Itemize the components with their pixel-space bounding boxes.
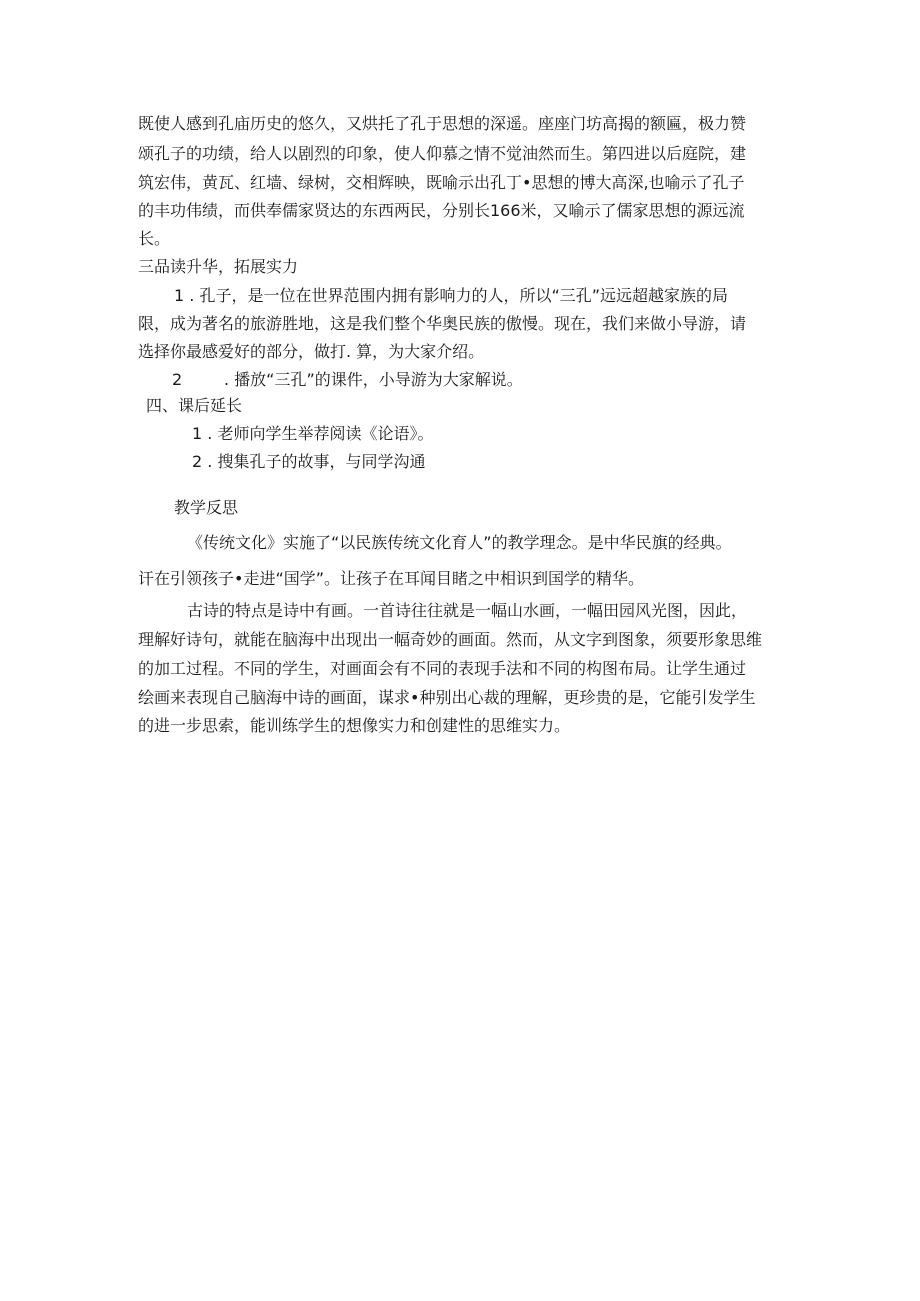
paragraph-line: 长。: [138, 229, 171, 248]
reflection-title: 教学反思: [174, 498, 239, 517]
paragraph-line: 讦在引领孩子•走进“国学”。让孩子在耳闻目睹之中相识到国学的精华。: [138, 569, 645, 588]
paragraph-line: 绘画来表现自己脑海中诗的画面，谋求•种别出心裁的理解，更珍贵的是，它能引发学生: [138, 688, 756, 707]
section-heading-4: 四、课后延长: [146, 396, 243, 415]
paragraph-line: 《传统文化》实施了“以民族传统文化育人”的教学理念。是中华民旗的经典。: [187, 533, 732, 552]
list-item-number: 2: [172, 370, 183, 389]
section-heading-3: 三品读升华，拓展实力: [138, 257, 299, 276]
paragraph-line: 的加工过程。不同的学生，对画面会有不同的表现手法和不同的构图布局。让学生通过: [138, 659, 747, 678]
paragraph-line: 的进一步思索，能训练学生的想像实力和创建性的思维实力。: [138, 716, 571, 735]
paragraph-line: 筑宏伟，黄瓦、红墙、绿树，交相辉映，既喻示出孔丁•思想的博大高深,也喻示了孔子: [138, 173, 745, 192]
list-item: 1 . 老师向学生举荐阅读《论语》。: [192, 424, 434, 443]
paragraph-line: 既使人感到孔庙历史的悠久，又烘托了孔于思想的深遥。座座门坊高揭的额匾，极力赞: [138, 114, 747, 133]
paragraph-line: 的丰功伟绩，而供奉儒家贤达的东西两民，分别长166米，又喻示了儒家思想的源远流: [138, 201, 745, 220]
paragraph-line: 古诗的特点是诗中有画。一首诗往往就是一幅山水画，一幅田园风光图，因此，: [187, 601, 748, 620]
list-item-text: . 播放“三孔”的课件，小导游为大家解说。: [224, 370, 523, 389]
list-item-line: 选择你最感爱好的部分，做打. 算，为大家介绍。: [138, 342, 485, 361]
paragraph-line: 理解好诗句，就能在脑海中出现出一幅奇妙的画面。然而，从文字到图象，须要形象思维: [138, 630, 763, 649]
list-item: 2 . 搜集孔子的故事，与同学沟通: [192, 452, 426, 471]
paragraph-line: 颂孔子的功绩，给人以剧烈的印象，使人仰慕之情不觉油然而生。第四进以后庭院，建: [138, 144, 747, 163]
list-item: [172, 369, 523, 391]
list-item-line: 1 . 孔子，是一位在世界范围内拥有影响力的人，所以“三孔”远远超越家族的局: [174, 286, 729, 305]
list-item-line: 限，成为著名的旅游胜地，这是我们整个华奥民族的傲慢。现在，我们来做小导游，请: [138, 314, 747, 333]
